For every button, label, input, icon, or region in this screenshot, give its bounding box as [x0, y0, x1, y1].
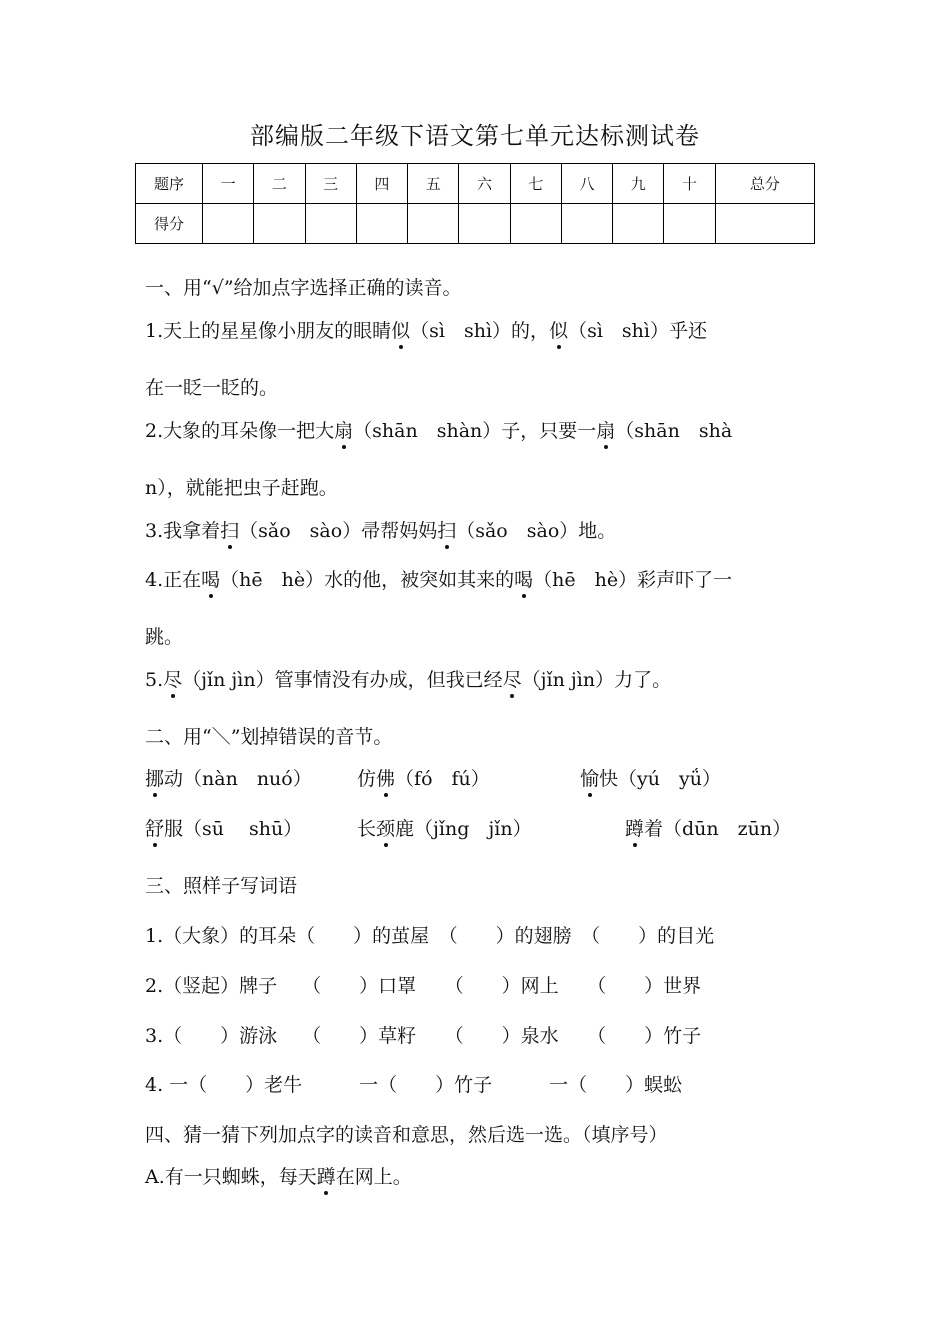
question-text[interactable]: （sì shì）乎还 [568, 320, 707, 342]
table-cell: 七 [510, 164, 561, 204]
table-cell: 六 [459, 164, 510, 204]
word-item[interactable] [625, 818, 791, 841]
word-pinyin[interactable]: 鹿（jǐng jǐn） [395, 818, 532, 840]
section-3-heading: 三、照样子写词语 [145, 875, 298, 897]
dotted-character: 尽 [502, 669, 522, 691]
dotted-character: 扫 [437, 520, 457, 542]
question-1-line-1 [145, 320, 707, 343]
dotted-character: 挪 [145, 768, 165, 790]
question-text: 2.大象的耳朵像一把大 [145, 420, 335, 442]
section-2-heading: 二、用“＼”划掉错误的音节。 [145, 726, 393, 748]
score-table-header-row [136, 164, 815, 204]
score-cell[interactable] [715, 204, 814, 244]
question-text[interactable]: （hē hè）水的他，被突如其来的 [220, 569, 515, 591]
dotted-character: 似 [391, 320, 411, 342]
score-table [135, 163, 815, 244]
word-item[interactable] [357, 768, 490, 791]
word-text: 仿 [357, 768, 377, 790]
question-text[interactable]: （shān shà [615, 420, 733, 442]
word-pinyin[interactable]: 着（dūn zūn） [644, 818, 792, 840]
question-text: 1.天上的星星像小朋友的眼睛 [145, 320, 392, 342]
word-pinyin[interactable]: 快（yú yǘ） [599, 768, 721, 790]
table-cell: 八 [561, 164, 612, 204]
dotted-character: 扇 [334, 420, 354, 442]
score-cell[interactable] [510, 204, 561, 244]
question-4-line-1 [145, 569, 732, 592]
question-text: 3.我拿着 [145, 520, 221, 542]
question-text: 在网上。 [335, 1166, 412, 1188]
table-cell: 五 [408, 164, 459, 204]
question-text[interactable]: （sǎo sào）帚帮妈妈 [239, 520, 438, 542]
score-cell[interactable] [408, 204, 459, 244]
word-item[interactable] [145, 768, 312, 791]
score-table-score-row [136, 204, 815, 244]
word-pinyin[interactable]: 动（nàn nuó） [164, 768, 312, 790]
section-4-heading: 四、猜一猜下列加点字的读音和意思，然后选一选。（填序号） [145, 1124, 668, 1146]
table-cell: 得分 [136, 204, 203, 244]
dotted-character: 扫 [220, 520, 240, 542]
table-cell: 总分 [715, 164, 814, 204]
question-2-line-1 [145, 420, 732, 443]
dotted-character: 喝 [201, 569, 221, 591]
score-cell[interactable] [203, 204, 254, 244]
score-cell[interactable] [305, 204, 356, 244]
dotted-character: 蹲 [625, 818, 645, 840]
table-cell: 题序 [136, 164, 203, 204]
dotted-character: 颈 [376, 818, 396, 840]
section-1-heading: 一、用“√”给加点字选择正确的读音。 [145, 277, 462, 299]
table-cell: 四 [356, 164, 407, 204]
dotted-character: 蹲 [316, 1166, 336, 1188]
dotted-character: 尽 [163, 669, 183, 691]
table-cell: 三 [305, 164, 356, 204]
question-text: 4.正在 [145, 569, 202, 591]
question-text[interactable]: （sì shì）的， [410, 320, 550, 342]
word-pinyin[interactable]: （fó fú） [395, 768, 490, 790]
dotted-character: 扇 [596, 420, 616, 442]
score-cell[interactable] [356, 204, 407, 244]
table-cell: 一 [203, 164, 254, 204]
fill-blank-line[interactable]: 3.（ ）游泳 （ ）草籽 （ ）泉水 （ ）竹子 [145, 1025, 702, 1047]
word-text: 长 [357, 818, 377, 840]
score-cell[interactable] [664, 204, 715, 244]
question-2-line-2: n），就能把虫子赶跑。 [145, 477, 338, 499]
sentence-a [145, 1166, 412, 1189]
question-3-line [145, 520, 616, 543]
dotted-character: 舒 [145, 818, 165, 840]
score-cell[interactable] [459, 204, 510, 244]
question-text[interactable]: （jǐn jìn）力了。 [521, 669, 672, 691]
score-cell[interactable] [254, 204, 305, 244]
dotted-character: 愉 [580, 768, 600, 790]
table-cell: 九 [613, 164, 664, 204]
score-cell[interactable] [613, 204, 664, 244]
question-text: 5. [145, 669, 164, 691]
dotted-character: 佛 [376, 768, 396, 790]
dotted-character: 喝 [514, 569, 534, 591]
question-text: A.有一只蜘蛛，每天 [145, 1166, 317, 1188]
fill-blank-line[interactable]: 1.（大象）的耳朵（ ）的茧屋 （ ）的翅膀 （ ）的目光 [145, 925, 715, 947]
word-item[interactable] [357, 818, 532, 841]
question-1-line-2: 在一眨一眨的。 [145, 377, 279, 399]
question-text[interactable]: （hē hè）彩声吓了一 [533, 569, 733, 591]
question-4-line-2: 跳。 [145, 626, 184, 648]
word-item[interactable] [580, 768, 721, 791]
table-cell: 十 [664, 164, 715, 204]
dotted-character: 似 [549, 320, 569, 342]
score-cell[interactable] [561, 204, 612, 244]
question-text[interactable]: （sǎo sào）地。 [456, 520, 617, 542]
fill-blank-line[interactable]: 2.（竖起）牌子 （ ）口罩 （ ）网上 （ ）世界 [145, 975, 702, 997]
table-cell: 二 [254, 164, 305, 204]
fill-blank-line[interactable]: 4. 一（ ）老牛 一（ ）竹子 一（ ）蜈蚣 [145, 1074, 683, 1096]
question-5-line [145, 669, 671, 692]
word-pinyin[interactable]: 服（sū shū） [164, 818, 303, 840]
question-text[interactable]: （jǐn jìn）管事情没有办成，但我已经 [182, 669, 503, 691]
question-text[interactable]: （shān shàn）子，只要一 [353, 420, 597, 442]
word-item[interactable] [145, 818, 302, 841]
page-title: 部编版二年级下语文第七单元达标测试卷 [250, 122, 700, 150]
